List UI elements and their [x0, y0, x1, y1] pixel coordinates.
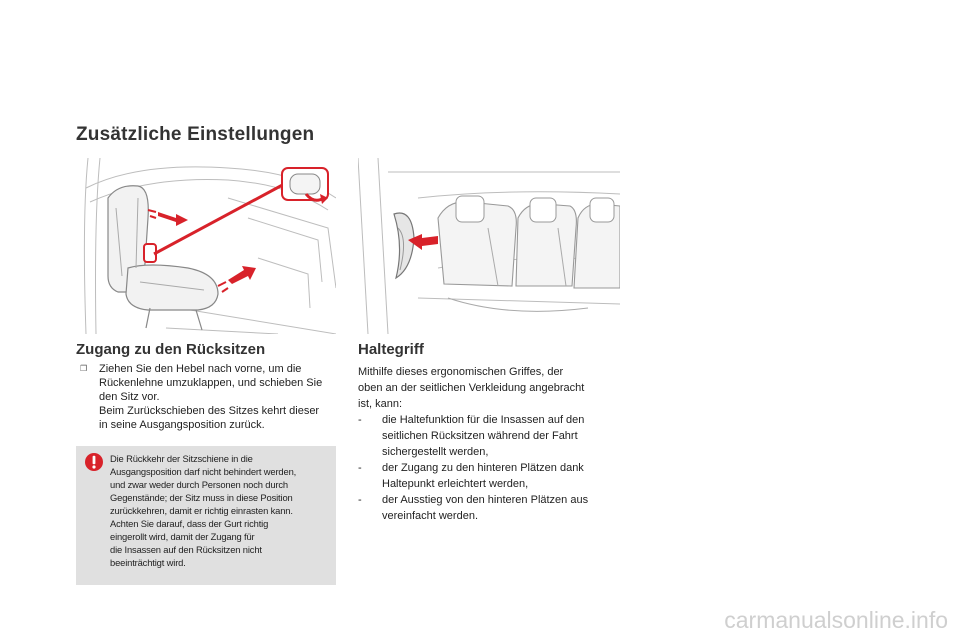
instruction-line: den Sitz vor.: [99, 391, 160, 403]
note-line: Gegenstände; der Sitz muss in diese Position: [110, 492, 293, 503]
list-item-line: vereinfacht werden.: [382, 510, 478, 522]
intro-line: Mithilfe dieses ergonomischen Griffes, der: [358, 366, 564, 378]
list-item-line: seitlichen Rücksitzen während der Fahrt: [382, 430, 578, 442]
dash-marker: -: [358, 494, 362, 506]
seat-lever-illustration: [78, 158, 336, 334]
note-line: eingerollt wird, damit der Zugang für: [110, 531, 255, 542]
note-line: Achten Sie darauf, dass der Gurt richtig: [110, 518, 269, 529]
instruction-line: Rückenlehne umzuklappen, und schieben Sie: [99, 377, 323, 389]
list-item-line: der Zugang zu den hinteren Plätzen dank: [382, 462, 584, 474]
dash-marker: -: [358, 414, 362, 426]
list-item: [358, 460, 620, 492]
note-line: die Insassen auf den Rücksitzen nicht: [110, 544, 262, 555]
warning-note: [76, 446, 336, 585]
grab-handle-illustration: [358, 158, 620, 334]
grab-handle-description: [358, 364, 620, 524]
list-item-line: Haltepunkt erleichtert werden,: [382, 478, 529, 490]
grab-handle-heading: Haltegriff: [358, 341, 424, 358]
check-box-icon: ❒: [80, 364, 88, 373]
list-item-line: die Haltefunktion für die Insassen auf den: [382, 414, 585, 426]
note-line: zurückkehren, damit er richtig einrasten kann.: [110, 505, 293, 516]
watermark: carmanualsonline.info: [724, 607, 948, 633]
intro-line: ist, kann:: [358, 398, 403, 410]
note-line: beeinträchtigt wird.: [110, 557, 186, 568]
list-item: [358, 412, 620, 460]
list-item-line: sichergestellt werden,: [382, 446, 489, 458]
page-title: Zusätzliche Einstellungen: [76, 124, 315, 145]
instruction-line: Ziehen Sie den Hebel nach vorne, um die: [99, 363, 302, 375]
instruction-line: in seine Ausgangsposition zurück.: [99, 419, 265, 431]
list-item-line: der Ausstieg von den hinteren Plätzen aus: [382, 494, 589, 506]
note-line: Ausgangsposition darf nicht behindert werden,: [110, 466, 297, 477]
dash-marker: -: [358, 462, 362, 474]
note-line: Die Rückkehr der Sitzschiene in die: [110, 453, 253, 464]
access-instructions: [80, 362, 336, 432]
note-line: und zwar weder durch Personen noch durch: [110, 479, 288, 490]
access-rear-seats-heading: Zugang zu den Rücksitzen: [76, 341, 266, 358]
intro-line: oben an der seitlichen Verkleidung angebracht: [358, 382, 585, 394]
list-item: [358, 492, 620, 524]
instruction-line: Beim Zurückschieben des Sitzes kehrt dieser: [99, 405, 320, 417]
warning-icon: [84, 452, 104, 472]
